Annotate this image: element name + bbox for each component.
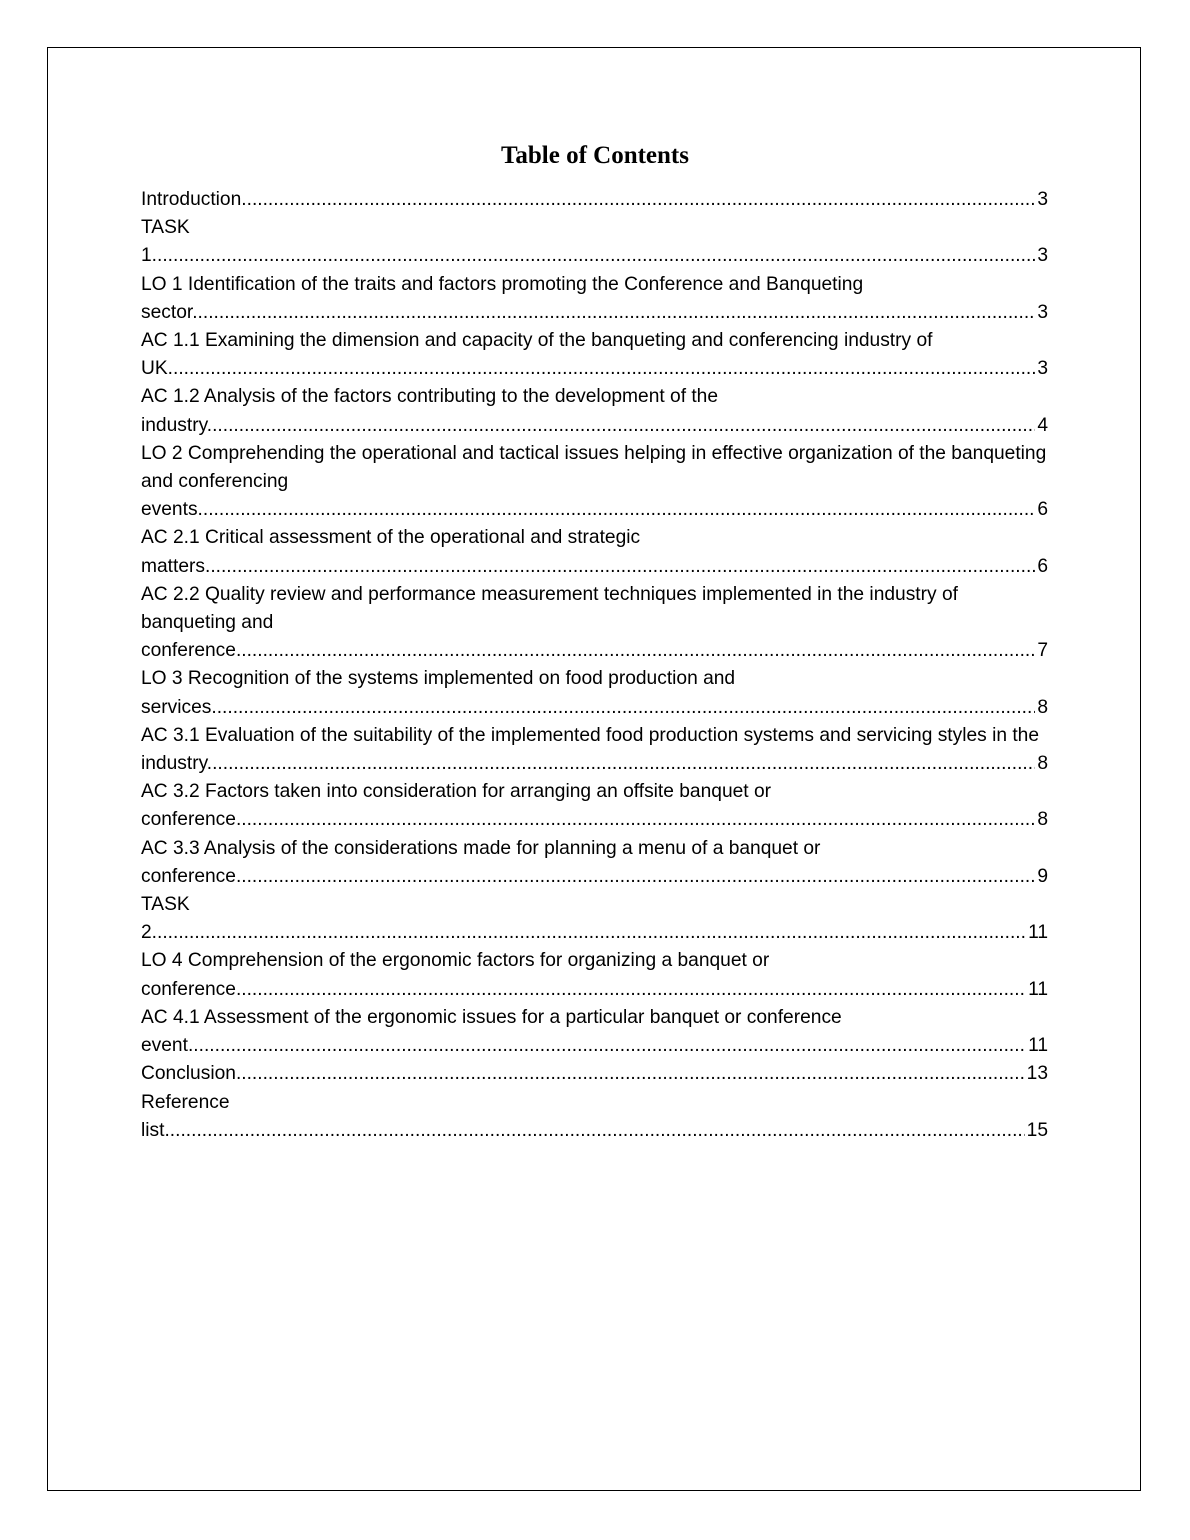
toc-entry-introduction[interactable] bbox=[141, 186, 1048, 214]
toc-page-number: 8 bbox=[1035, 694, 1048, 722]
dot-leader bbox=[152, 922, 1048, 943]
dot-leader bbox=[236, 979, 1048, 1000]
toc-entry-reference-list[interactable] bbox=[141, 1089, 1048, 1145]
toc-page-number: 11 bbox=[1026, 1032, 1048, 1060]
toc-entry-text: LO 3 Recognition of the systems implemented on food production and services bbox=[141, 668, 736, 718]
toc-page-number: 3 bbox=[1035, 186, 1048, 214]
toc-page-number: 6 bbox=[1035, 496, 1048, 524]
dot-leader bbox=[207, 415, 1048, 436]
dot-leader bbox=[207, 753, 1048, 774]
toc-entry-ac-3-1[interactable] bbox=[141, 722, 1048, 778]
toc-page-number: 11 bbox=[1026, 976, 1048, 1004]
toc-entry-text: LO 4 Comprehension of the ergonomic factors for organizing a banquet or conference bbox=[141, 950, 770, 1000]
dot-leader bbox=[236, 640, 1048, 661]
toc-title: Table of Contents bbox=[501, 142, 689, 169]
toc-entry-text: TASK 2 bbox=[141, 894, 190, 944]
toc-page-number: 11 bbox=[1026, 919, 1048, 947]
toc-entry-lo-2[interactable] bbox=[141, 440, 1048, 525]
toc-entry-text: Conclusion bbox=[141, 1063, 236, 1085]
dot-leader bbox=[192, 302, 1048, 323]
toc-page-number: 4 bbox=[1035, 412, 1048, 440]
toc-entry-task-1[interactable] bbox=[141, 214, 1048, 270]
toc-entry-ac-1-1[interactable] bbox=[141, 327, 1048, 383]
toc-entry-text: AC 2.1 Critical assessment of the operational and strategic matters bbox=[141, 527, 641, 577]
toc-page-number: 7 bbox=[1035, 637, 1048, 665]
toc-entry-ac-2-1[interactable] bbox=[141, 524, 1048, 580]
dot-leader bbox=[236, 809, 1048, 830]
toc-page-number: 3 bbox=[1035, 299, 1048, 327]
dot-leader bbox=[164, 1120, 1048, 1141]
toc-entry-ac-1-2[interactable] bbox=[141, 383, 1048, 439]
toc-entry-text: AC 1.2 Analysis of the factors contributing to the development of the industry bbox=[141, 386, 719, 436]
toc-entry-lo-3[interactable] bbox=[141, 665, 1048, 721]
toc-entry-ac-3-2[interactable] bbox=[141, 778, 1048, 834]
toc-entry-text: Introduction bbox=[141, 189, 242, 210]
dot-leader bbox=[152, 245, 1048, 266]
dot-leader bbox=[236, 1063, 1048, 1084]
toc-entry-text: LO 1 Identification of the traits and factors promoting the Conference and Banqueting sector bbox=[141, 273, 864, 323]
toc-entry-text: LO 2 Comprehending the operational and tactical issues helping in effective organization of the banqueting and conferencing events bbox=[141, 442, 1047, 521]
toc-entry-ac-4-1[interactable] bbox=[141, 1004, 1048, 1060]
dot-leader bbox=[205, 556, 1048, 577]
dot-leader bbox=[211, 697, 1048, 718]
toc-entry-lo-4[interactable] bbox=[141, 947, 1048, 1003]
dot-leader bbox=[236, 866, 1048, 887]
dot-leader bbox=[198, 499, 1048, 520]
toc-page-number: 3 bbox=[1035, 242, 1048, 270]
toc-entry-ac-3-3[interactable] bbox=[141, 835, 1048, 891]
toc-entry-text: AC 2.2 Quality review and performance measurement techniques implemented in the industry of banqueting and conference bbox=[141, 583, 958, 662]
toc-entry-conclusion[interactable] bbox=[141, 1060, 1048, 1088]
toc-page-number: 13 bbox=[1025, 1060, 1048, 1088]
toc-page-number: 9 bbox=[1035, 863, 1048, 891]
toc-entry-ac-2-2[interactable] bbox=[141, 581, 1048, 666]
toc-entry-lo-1[interactable] bbox=[141, 271, 1048, 327]
toc-page-number: 3 bbox=[1035, 355, 1048, 383]
toc-entry-text: TASK 1 bbox=[141, 217, 190, 267]
dot-leader bbox=[241, 189, 1048, 210]
toc-entry-text: AC 3.3 Analysis of the considerations made for planning a menu of a banquet or conference bbox=[141, 837, 821, 887]
toc-entry-text: AC 3.1 Evaluation of the suitability of the implemented food production systems and servicing styles in the industry bbox=[141, 724, 1040, 775]
dot-leader bbox=[168, 358, 1048, 379]
toc-entry-task-2[interactable] bbox=[141, 891, 1048, 947]
toc-page-number: 8 bbox=[1035, 750, 1048, 778]
toc-entry-text: Reference list bbox=[141, 1091, 230, 1141]
dot-leader bbox=[188, 1035, 1048, 1056]
toc-page-number: 6 bbox=[1035, 553, 1048, 581]
toc-entry-text: AC 3.2 Factors taken into consideration for arranging an offsite banquet or conference bbox=[141, 781, 772, 831]
toc-entry-text: AC 4.1 Assessment of the ergonomic issues for a particular banquet or conference event bbox=[141, 1006, 842, 1057]
toc-entry-text: AC 1.1 Examining the dimension and capacity of the banqueting and conferencing industry of UK bbox=[141, 330, 933, 380]
toc-list bbox=[141, 186, 1048, 1145]
toc-page-number: 8 bbox=[1035, 806, 1048, 834]
toc-page-number: 15 bbox=[1025, 1117, 1048, 1145]
